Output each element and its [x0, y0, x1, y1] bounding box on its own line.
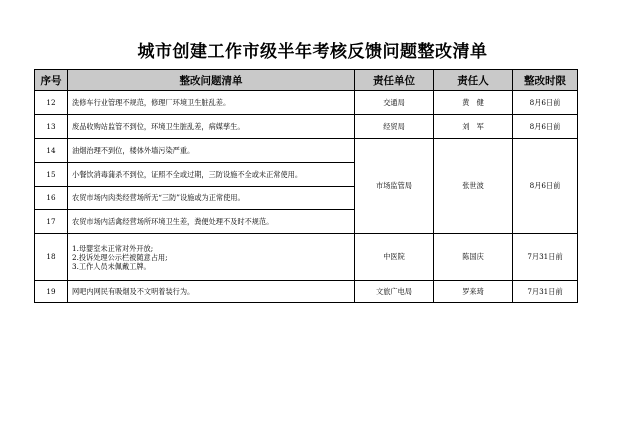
row-number: 16: [35, 187, 68, 210]
header-responsible-unit: 责任单位: [355, 70, 434, 91]
table-row: [35, 139, 578, 163]
row-unit: 中医院: [355, 234, 434, 281]
row-person: 罗来琦: [434, 281, 513, 303]
row-number: 19: [35, 281, 68, 303]
row-deadline: 7月31日前: [513, 234, 578, 281]
row-person: 黄 健: [434, 91, 513, 115]
merged-unit: 市场监管局: [355, 139, 434, 234]
issue-line: 3.工作人员未佩戴工牌。: [72, 261, 151, 271]
header-deadline: 整改时限: [513, 70, 578, 91]
row-issue: 油烟治理不到位，楼体外墙污染严重。: [68, 139, 355, 163]
row-number: 13: [35, 115, 68, 139]
table-header-row: [35, 70, 578, 91]
merged-deadline: 8月6日前: [513, 139, 578, 234]
header-responsible-person: 责任人: [434, 70, 513, 91]
row-issue: 网吧内网民有吸烟及不文明着装行为。: [68, 281, 355, 303]
header-number: 序号: [35, 70, 68, 91]
row-unit: 经贸局: [355, 115, 434, 139]
row-number: 12: [35, 91, 68, 115]
rectification-table: [34, 69, 578, 303]
row-number: 17: [35, 210, 68, 234]
row-person: 刘 军: [434, 115, 513, 139]
row-person: 陈国庆: [434, 234, 513, 281]
row-issue: 农贸市场内活禽经营场所环境卫生差，粪便处理不及时不规范。: [68, 210, 355, 234]
table-row: [35, 234, 578, 281]
page-title: 城市创建工作市级半年考核反馈问题整改清单: [137, 42, 488, 62]
row-unit: 文旅广电局: [355, 281, 434, 303]
row-unit: 交通局: [355, 91, 434, 115]
row-issue: [68, 234, 355, 281]
row-issue: 小餐饮消毒蒲杀不到位，证照不全或过期，三防设施不全或未正常使用。: [68, 163, 355, 187]
table-row: [35, 281, 578, 303]
table-row: [35, 115, 578, 139]
row-issue: 农贸市场内肉类经营场所无“三防”设施或为正常使用。: [68, 187, 355, 210]
row-deadline: 7月31日前: [513, 281, 578, 303]
row-number: 15: [35, 163, 68, 187]
row-number: 18: [35, 234, 68, 281]
row-deadline: 8月6日前: [513, 115, 578, 139]
table-row: [35, 91, 578, 115]
row-issue: 废品收购站监管不到位，环境卫生脏乱差，病媒孳生。: [68, 115, 355, 139]
merged-person: 张世波: [434, 139, 513, 234]
header-issue-list: 整改问题清单: [68, 70, 355, 91]
row-deadline: 8月6日前: [513, 91, 578, 115]
row-issue: 洗修车行业管理不规范，修理厂环境卫生脏乱差。: [68, 91, 355, 115]
issue-line: 1.母婴室未正常对外开放;: [72, 243, 154, 253]
row-number: 14: [35, 139, 68, 163]
issue-line: 2.投诉处理公示栏被随意占用;: [72, 252, 168, 262]
